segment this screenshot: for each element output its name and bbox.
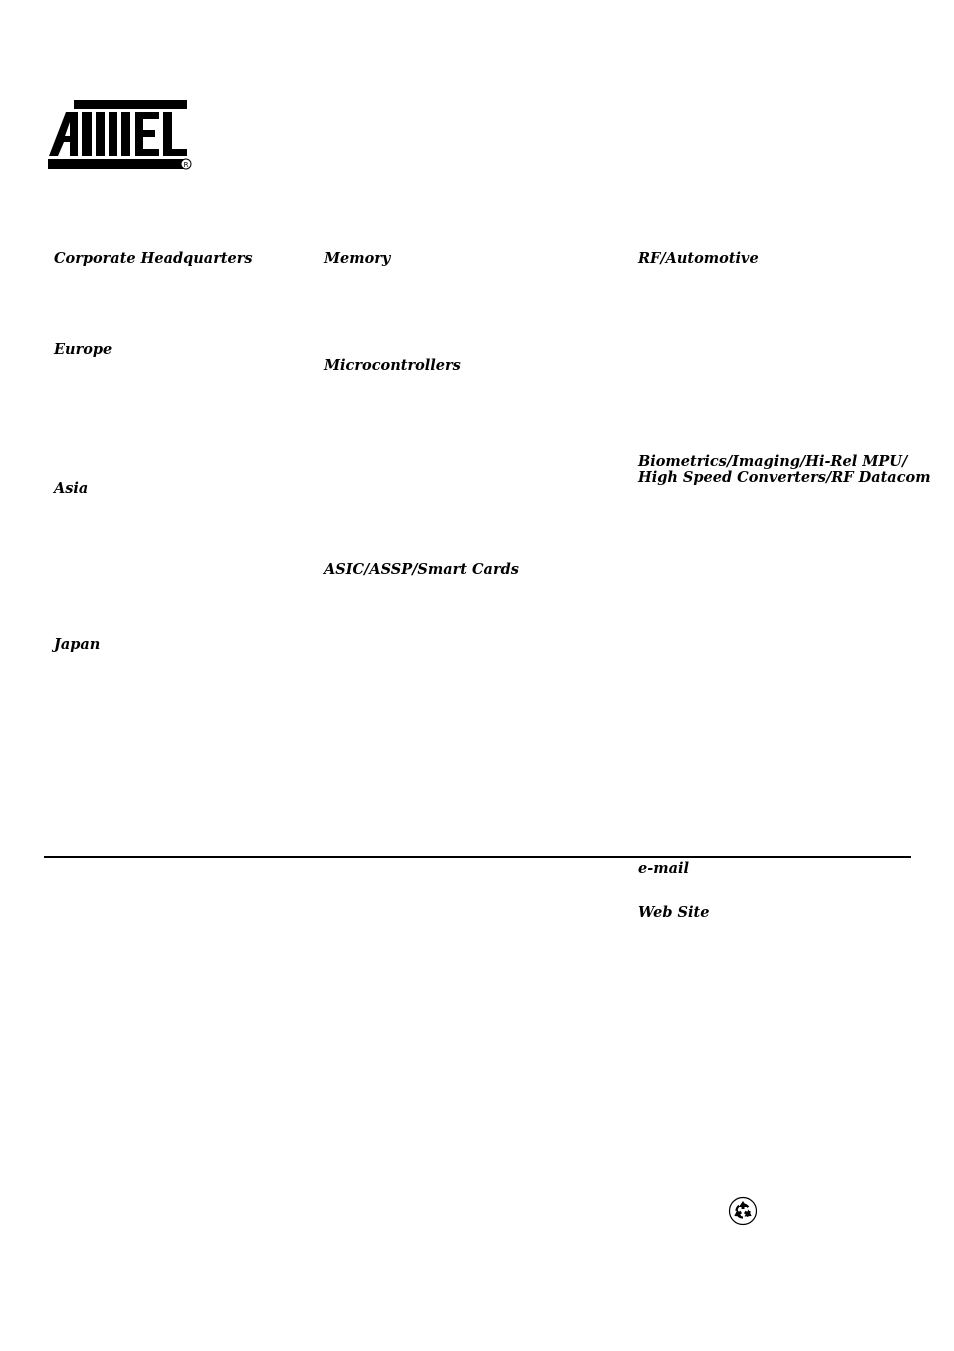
heading-asia: Asia xyxy=(54,480,89,497)
heading-biometrics-imaging xyxy=(638,454,931,486)
heading-europe: Europe xyxy=(54,341,113,358)
heading-biometrics-line-2: High Speed Converters/RF Datacom xyxy=(638,469,931,486)
heading-web-site: Web Site xyxy=(638,904,710,921)
heading-memory: Memory xyxy=(324,250,391,267)
heading-email: e-mail xyxy=(638,860,689,877)
heading-corporate-headquarters: Corporate Headquarters xyxy=(54,250,253,267)
heading-rf-automotive: RF/Automotive xyxy=(638,250,759,267)
horizontal-rule xyxy=(44,856,911,858)
heading-microcontrollers: Microcontrollers xyxy=(324,357,461,374)
heading-biometrics-line-1: Biometrics/Imaging/Hi-Rel MPU/ xyxy=(638,453,908,470)
svg-text:R: R xyxy=(183,161,189,169)
recycle-icon xyxy=(728,1196,758,1226)
atmel-logo xyxy=(46,98,194,172)
heading-asic-assp-smart-cards: ASIC/ASSP/Smart Cards xyxy=(324,561,519,578)
heading-japan: Japan xyxy=(54,636,101,653)
